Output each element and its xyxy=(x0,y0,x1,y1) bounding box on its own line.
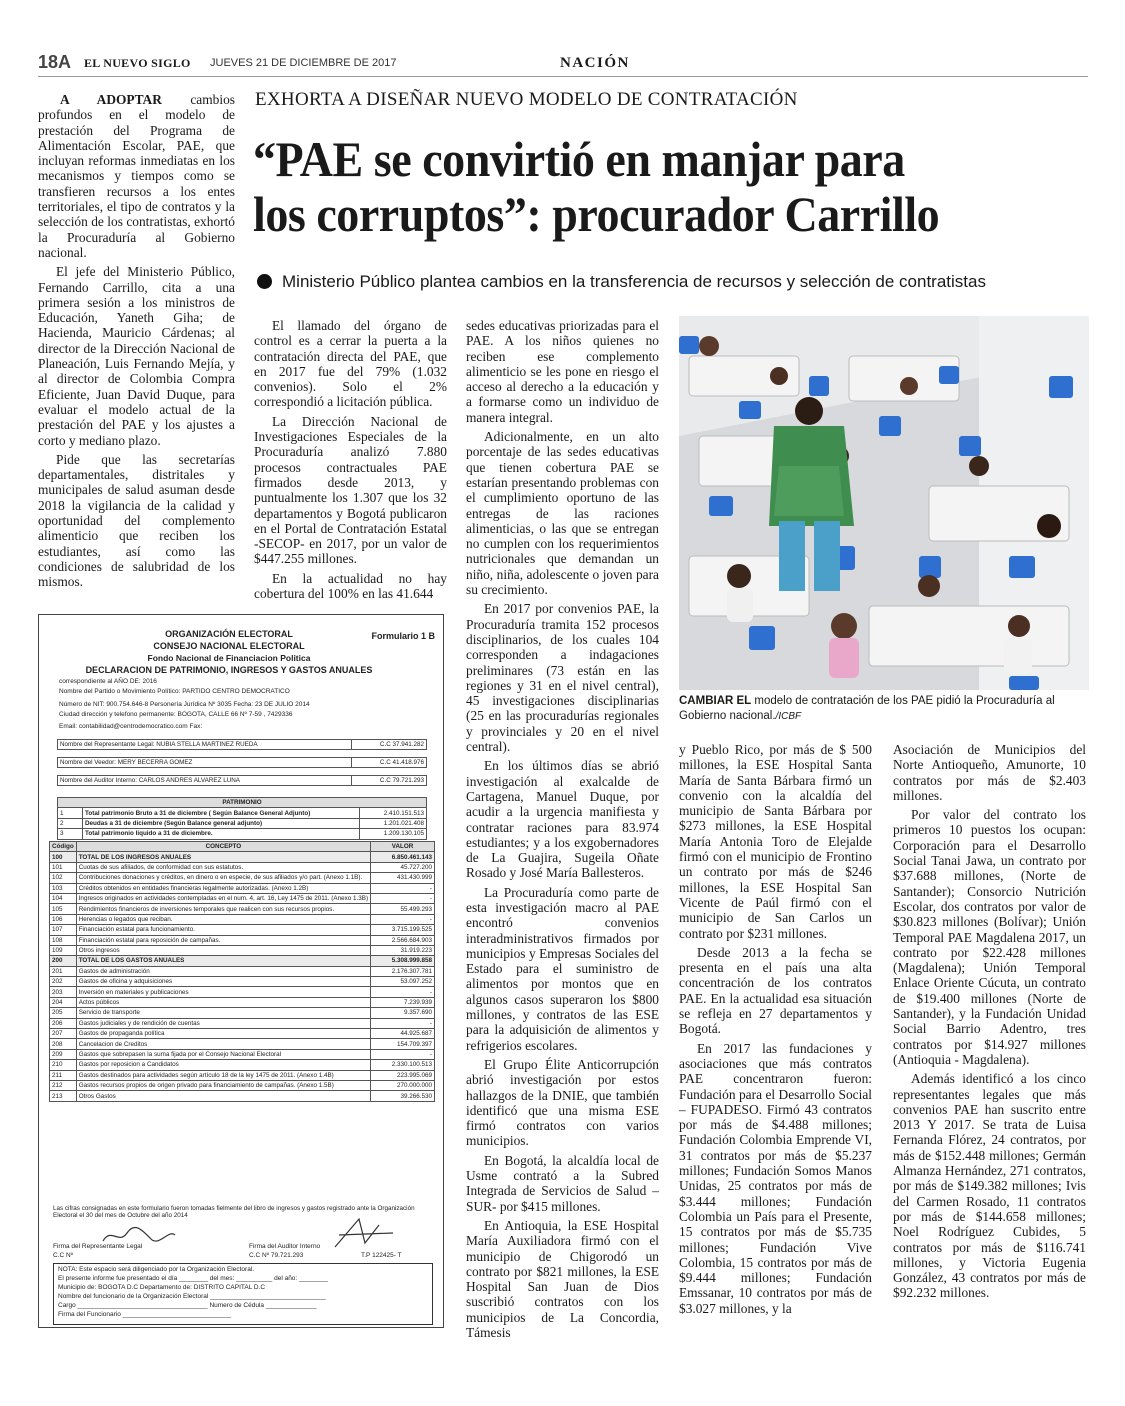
patrimonio-row: 3 Total patrimonio líquido a 31 de diciembre. 1.209.130.105 xyxy=(58,829,427,839)
concept-row: 201 Gastos de administración 2.176.307.781 xyxy=(50,966,435,976)
concept-row: 208 Cancelacion de Creditos 154.709.397 xyxy=(50,1039,435,1049)
bullet-icon xyxy=(257,274,272,289)
school-cafeteria-photo xyxy=(679,316,1089,690)
paragraph: En los últimos días se abrió investigación al exalcalde de Cartagena, Manuel Duque, por acudir a la urgencia manifiesta y contratar raciones para 83.974 estudiantes; y a los exgobernadores de La Guajira, Sugeila Oñate Rosado y José María Ballesteros. xyxy=(466,758,659,881)
paragraph: cambios profundos en el modelo de prestación del Programa de Alimentación Escolar, PAE, que incluyan reformas inmediatas en los mecanismos y tiempos como se transfieren recursos a los entes territoriales, el tipo de contratos y la selección de los contratistas, exhortó la Procuraduría al Gobierno nacional. xyxy=(38,92,235,260)
lead-in: A ADOPTAR xyxy=(60,92,162,107)
concept-row: 106 Herencias o legados que reciban. - xyxy=(50,914,435,924)
form-meta-line: Ciudad dirección y telefono permanente: BOGOTA, CALLE 66 Nº 7-59 , 7429336 xyxy=(59,711,293,718)
form-title-4: DECLARACION DE PATRIMONIO, INGRESOS Y GASTOS ANUALES xyxy=(85,665,373,675)
concepts-table: Código CONCEPTO VALOR 100 TOTAL DE LOS INGRESOS ANUALES 6.850.461.143 101 Cuotas de sus afiliados, de conformidad con sus estatutos. 45.727.200 102 Contribuciones donaciones y créditos, en dinero o en especie, de sus afiliados y/o part. (Anexo 1.1B). 431.430.999 103 Créditos obtenidos en entidades financieras legalmente autorizadas. (Anexo 1.2B) - 104 Ingresos originados en actividades contempladas en el num. 4, art. 16, Ley 1475 de 2011. (Anexo 1.3B) - 105 Rendimientos financieros de inversiones temporales que realicen con sus recursos propios. 55.499.293 106 Herencias o legados que reciban. - 107 Financiación estatal para funcionamiento. 3.715.199.525 108 Financiación estatal para reposición de campañas. 2.566.684.903 109 Otros ingresos 31.919.223 200 TOTAL DE LOS GASTOS ANUALES 5.308.999.858 201 Gastos de administración 2.176.307.781 202 Gastos de oficina y adquisiciones 53.097.252 203 Inversión en materiales y publicaciones - 204 Actos públicos 7.239.939 205 Servicio de transporte 9.357.690 206 Gastos judiciales y de rendición de cuentas - 207 Gastos de propaganda política 44.925.687 208 Cancelacion de Creditos 154.709.397 209 Gastos que sobrepasen la suma fijada por el Consejo Nacional Electoral - 210 Gastos por reposicion a Candidatos 2.330.100.513 211 Gastos destinados para actividades según artículo 18 de la ley 1475 de 2011. (Anexo 1.4B) 223.995.069 212 Gastos recursos propios de origen privado para financiamiento de campañas. (Anexo 1.5B) 270.000.000 213 Otros Gastos 39.266.530 xyxy=(49,841,435,1102)
headline-line-1: “PAE se convirtió en manjar para xyxy=(253,131,905,187)
photo-credit: /ICBF xyxy=(775,711,802,722)
headline xyxy=(253,132,1026,242)
auditor-signature-image xyxy=(329,1213,399,1253)
concept-row: 104 Ingresos originados en actividades contempladas en el num. 4, art. 16, Ley 1475 de 2011. (Anexo 1.3B) - xyxy=(50,893,435,903)
form-title-3: Fondo Nacional de Financiacion Politica xyxy=(147,653,311,663)
paragraph: El Grupo Élite Anticorrupción abrió investigación por estos hallazgos de la DNIE, que también identificó que una misma ESE firmó contratos con varios municipios. xyxy=(466,1056,659,1149)
concept-row: 204 Actos públicos 7.239.939 xyxy=(50,997,435,1007)
paragraph: Desde 2013 a la fecha se presenta en el país una alta concentración de los contratos PAE. En la actualidad esa situación se refleja en 27 departamentos y Bogotá. xyxy=(679,944,872,1037)
paragraph: En Antioquia, la ESE Hospital María Auxiliadora firmó con el municipio de Chigorodó un contrato por $821 millones, la ESE Hospital San Juan de Dios suscribió contratos con los municipios de La Concordia, Támesis xyxy=(466,1217,659,1340)
concept-row: 101 Cuotas de sus afiliados, de conformidad con sus estatutos. 45.727.200 xyxy=(50,862,435,872)
concept-row: 105 Rendimientos financieros de inversiones temporales que realicen con sus recursos propios. 55.499.293 xyxy=(50,904,435,914)
paragraph: Por valor del contrato los primeros 10 puestos los ocupan: Corporación para el Desarrollo Social Tanai Jawa, un contrato por $37.688 millones, (Norte de Santander); Consorcio Nutrición Escolar, dos contratos por valor de $30.823 millones (Bolívar); Unión Temporal PAE Magdalena 2017, un contrato por $22.428 millones (Magdalena); Unión Temporal Enlace Oriente Cúcuta, un contrato de $19.400 millones (Norte de Santander), y la Fundación Unidad Social Barrio Adentro, tres contratos por $14.927 millones (Antioquia - Magdalena). xyxy=(893,807,1086,1067)
signature-cc: C.C Nº xyxy=(53,1252,74,1259)
people-table: Nombre del Auditor Interno: CARLOS ANDRES ALVAREZ LUNA C.C 79.721.293 xyxy=(57,775,427,786)
concept-row: 107 Financiación estatal para funcionamiento. 3.715.199.525 xyxy=(50,925,435,935)
nota-box: NOTA: Este espacio será diligenciado por la Organización Electoral. El presente informe fue presentado el día ________ del mes: __________ del año: ________ Municipio de: BOGOTA D.C Departamento de: DISTRITO CAPITAL D.C Nombre del funcionario de la Organización Electoral ________________________________ Cargo ____________________________________ Numero de Cédula ______________ Firma del Funcionario ______________________________ xyxy=(53,1263,433,1325)
concept-row: 209 Gastos que sobrepasen la suma fijada por el Consejo Nacional Electoral - xyxy=(50,1049,435,1059)
auditor-cc: C.C Nº 79.721.293 xyxy=(249,1252,304,1259)
patrimonio-row: 1 Total patrimonio Bruto a 31 de diciembre ( Según Balance General Adjunto) 2.410.151.513 xyxy=(58,808,427,818)
article-column-3 xyxy=(466,318,659,1344)
paragraph: La Dirección Nacional de Investigaciones Especiales de la Procuraduría analizó 7.880 procesos contractuales PAE firmados desde 2013, y puntualmente los 1.307 que los 32 departamentos y Bogotá publicaron en el Portal de Contratación Estatal -SECOP- en 2017, por un valor de $447.255 millones. xyxy=(254,413,447,567)
form-title-1: ORGANIZACIÓN ELECTORAL xyxy=(165,629,293,639)
paragraph: La Procuraduría como parte de esta investigación macro al PAE encontró convenios interadministrativos firmados por municipios y Empresas Sociales del Estado para el suministro de alimentos por montos que en algunos casos superaron los $800 millones, y contratos de las ESE para la adquisición de alimentos y refrigerios escolares. xyxy=(466,884,659,1053)
concept-row: 207 Gastos de propaganda política 44.925.687 xyxy=(50,1029,435,1039)
concept-row: 100 TOTAL DE LOS INGRESOS ANUALES 6.850.461.143 xyxy=(50,852,435,862)
concept-row: 206 Gastos judiciales y de rendición de cuentas - xyxy=(50,1018,435,1028)
concept-row: 203 Inversión en materiales y publicaciones - xyxy=(50,987,435,997)
subheadline: Ministerio Público plantea cambios en la transferencia de recursos y selección de contratistas xyxy=(257,272,1087,292)
form-title-2: CONSEJO NACIONAL ELECTORAL xyxy=(153,641,305,651)
newspaper-name: EL NUEVO SIGLO xyxy=(84,56,191,70)
article-column-1 xyxy=(38,92,235,594)
concept-row: 102 Contribuciones donaciones y créditos, en dinero o en especie, de sus afiliados y/o part. (Anexo 1.1B). 431.430.999 xyxy=(50,873,435,883)
section-name: NACIÓN xyxy=(560,55,630,71)
signature-label: Firma del Representante Legal xyxy=(53,1243,143,1250)
people-table: Nombre del Representante Legal: NUBIA STELLA MARTINEZ RUEDA C.C 37.941.282 xyxy=(57,739,427,750)
concept-row: 109 Otros ingresos 31.919.223 xyxy=(50,945,435,955)
concept-row: 213 Otros Gastos 39.266.530 xyxy=(50,1091,435,1101)
patrimonio-row: 2 Deudas a 31 de diciembre (Según Balance general adjunto) 1.201.021.408 xyxy=(58,818,427,828)
page-number: 18A xyxy=(38,52,72,72)
electoral-form-document xyxy=(38,614,444,1328)
paragraph: El jefe del Ministerio Público, Fernando Carrillo, cita a una primera sesión a los ministros de Educación, Yaneth Giha; de Hacienda, Mauricio Cárdenas; al director de la Dirección Nacional de Planeación, Luis Fernando Mejía, y al director de Colombia Compra Eficiente, Juan David Duque, para evaluar el modelo actual de la prestación del PAE y los ajustes a corto y mediano plazo. xyxy=(38,264,235,448)
paragraph: En la actualidad no hay cobertura del 100% en las 41.644 xyxy=(254,570,447,602)
paragraph: En 2017 por convenios PAE, la Procuraduría tramita 152 procesos disciplinarios, de los cuales 104 corresponden a indagaciones preliminares (73 están en las regiones y 31 en el nivel central), 45 investigaciones disciplinarias (25 en las procuradurías regionales y provinciales y 20 en el nivel central). xyxy=(466,601,659,755)
concept-row: 202 Gastos de oficina y adquisiciones 53.097.252 xyxy=(50,977,435,987)
form-number: Formulario 1 B xyxy=(371,631,435,641)
form-certification: Las cifras consignadas en este formulario fueron tomadas fielmente del libro de ingresos y gastos registrado ante la Organización Electoral el 30 del mes de Octubre del año 2014 xyxy=(53,1205,415,1219)
concept-row: 211 Gastos destinados para actividades según artículo 18 de la ley 1475 de 2011. (Anexo 1.4B) 223.995.069 xyxy=(50,1070,435,1080)
form-meta-line: Número de NIT: 900.754.646-8 Personería Jurídica Nº 3035 Fecha: 23 DE JULIO 2014 xyxy=(59,701,310,708)
article-column-4 xyxy=(679,742,872,1320)
paragraph: sedes educativas priorizadas para el PAE. A los niños quienes no reciben ese complemento alimenticio se les pone en riesgo el acceso al derecho a la educación y a formarse como un individuo de manera integral. xyxy=(466,318,659,425)
auditor-tp: T.P 122425- T xyxy=(361,1252,402,1259)
form-meta-line: correspondiente al AÑO DE: 2016 xyxy=(59,678,157,685)
people-table: Nombre del Veedor: MERY BECERRA GOMEZ C.C 41.418.976 xyxy=(57,757,427,768)
paragraph: Asociación de Municipios del Norte Antioqueño, Amunorte, 10 contratos por más de $2.403 millones. xyxy=(893,742,1086,803)
paragraph: En Bogotá, la alcaldía local de Usme contrató a la Subred Integrada de Servicios de Salud – SUR- por $415 millones. xyxy=(466,1152,659,1214)
concept-row: 103 Créditos obtenidos en entidades financieras legalmente autorizadas. (Anexo 1.2B) - xyxy=(50,883,435,893)
concept-row: 200 TOTAL DE LOS GASTOS ANUALES 5.308.999.858 xyxy=(50,956,435,966)
headline-line-2: los corruptos”: procurador Carrillo xyxy=(253,186,940,242)
photo-caption: CAMBIAR EL modelo de contratación de los PAE pidió la Procuraduría al Gobierno nacional./ICBF xyxy=(679,695,1055,722)
concept-row: 212 Gastos recursos propios de origen privado para financiamiento de campañas. (Anexo 1.5B) 270.000.000 xyxy=(50,1080,435,1090)
issue-date: JUEVES 21 DE DICIEMBRE DE 2017 xyxy=(210,57,397,69)
auditor-signature-label: Firma del Auditor Interno xyxy=(249,1243,321,1250)
page-header xyxy=(38,52,1088,77)
paragraph: El llamado del órgano de control es a cerrar la puerta a la contratación directa del PAE, que en 2017 fue del 79% (1.032 convenios). Solo el 2% correspondió a licitación pública. xyxy=(254,318,447,410)
concept-row: 210 Gastos por reposicion a Candidatos 2.330.100.513 xyxy=(50,1060,435,1070)
article-column-2 xyxy=(254,318,447,605)
form-meta-line: Nombre del Partido o Movimiento Político: PARTIDO CENTRO DEMOCRATICO xyxy=(59,688,290,695)
form-meta-line: Email: contabilidad@centrodemocratico.com Fax: xyxy=(59,723,203,730)
article-photo xyxy=(679,316,1089,690)
paragraph: En 2017 las fundaciones y asociaciones que más contratos PAE concentraron fueron: Fundación para el Desarrollo Social – FUPADESO. Firmó 43 contratos por más de $4.488 millones; Fundación Colombia Emprende VI, 31 contratos por más de $5.237 millones; Fundación Somos Manos Unidas, 25 contratos por más de $3.444 millones; Fundación Colombia un País para el Presente, 15 contratos por más de $5.735 millones; Fundación Vive Colombia, 15 contratos por más de $9.444 millones; Fundación Emssanar, 10 contratos por más de $3.027 millones, y la xyxy=(679,1040,872,1316)
paragraph: Adicionalmente, en un alto porcentaje de las sedes educativas que tienen cobertura PAE se estarían presentando problemas con el cumplimiento oportuno de las entregas de las raciones alimenticias, o las que se entregan no cumplen con los requerimientos nutricionales que demandan un niño, niña, adolescente o joven para su crecimiento. xyxy=(466,429,659,598)
paragraph: Pide que las secretarías departamentales, distritales y municipales de salud asuman desde 2018 la vigilancia de la calidad y oportunidad del complemento alimenticio que reciben los estudiantes, así como las condiciones de salubridad de los mismos. xyxy=(38,451,235,590)
concept-row: 205 Servicio de transporte 9.357.690 xyxy=(50,1008,435,1018)
kicker: EXHORTA A DISEÑAR NUEVO MODELO DE CONTRATACIÓN xyxy=(255,89,798,110)
paragraph: Además identificó a los cinco representantes legales que más convenios PAE han suscrito entre 2013 Y 2017. Se trata de Luisa Fernanda Flórez, 24 contratos, por más de $152.448 millones; Germán Almanza Hernández, 271 contratos, por más de $149.382 millones; Ivis del Carmen Rosado, 11 contratos por más de $144.658 millones; Noel Rodríguez Cubides, 5 contratos por más de $116.741 millones, y Victoria Eugenia González, 43 contratos por más de $92.232 millones. xyxy=(893,1071,1086,1301)
article-column-5 xyxy=(893,742,1086,1305)
patrimonio-table: PATRIMONIO 1 Total patrimonio Bruto a 31 de diciembre ( Según Balance General Adjunto) 2.410.151.513 2 Deudas a 31 de diciembre (Según Balance general adjunto) 1.201.021.408 3 Total patrimonio líquido a 31 de diciembre. 1.209.130.105 xyxy=(57,797,427,840)
concept-row: 108 Financiación estatal para reposición de campañas. 2.566.684.903 xyxy=(50,935,435,945)
paragraph: y Pueblo Rico, por más de $ 500 millones, la ESE Hospital Santa María de Santa Bárbara firmó un convenio con la alcaldía del municipio de Santa Bárbara por $273 millones, la ESE Hospital María Antonia Toro de Elejalde firmó con el municipio de Frontino un contrato por más de $246 millones, la ESE Hospital San Vicente de Paúl firmó con el municipio de San Carlos un contrato por $231 millones. xyxy=(679,742,872,941)
